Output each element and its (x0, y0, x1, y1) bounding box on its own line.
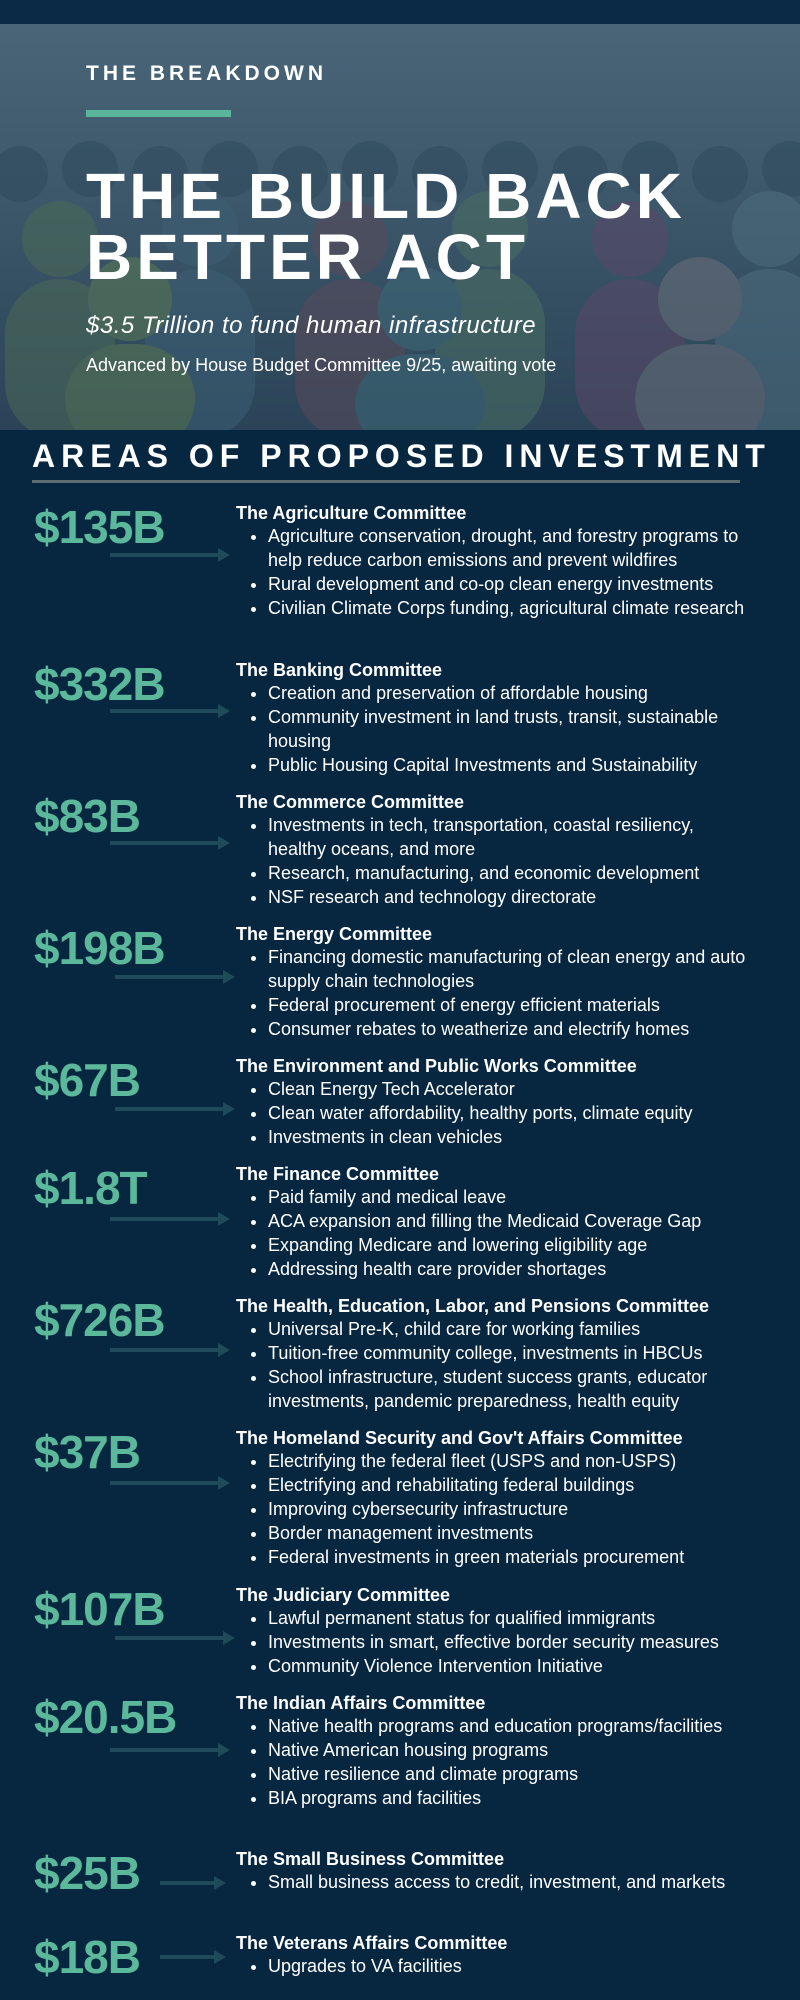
committee-bullets (236, 813, 756, 909)
bullet-item: • Electrifying the federal fleet (USPS and non-USPS) (268, 1449, 756, 1473)
committee-bullets (236, 1317, 756, 1413)
bullet-item: • Research, manufacturing, and economic development (268, 861, 756, 885)
committee-bullets (236, 681, 756, 777)
bullet-item: • Clean water affordability, healthy ports, climate equity (268, 1101, 756, 1125)
investment-amount: $25B (34, 1847, 140, 1899)
bullet-item: • Clean Energy Tech Accelerator (268, 1077, 756, 1101)
investment-amount: $37B (34, 1426, 140, 1478)
section-title: AREAS OF PROPOSED INVESTMENT (32, 438, 771, 474)
bullet-item: • Paid family and medical leave (268, 1185, 756, 1209)
bullet-item: • Creation and preservation of affordable housing (268, 681, 756, 705)
arrow-right-icon (115, 970, 235, 984)
kicker-underline (86, 110, 231, 117)
investment-amount: $83B (34, 790, 140, 842)
bullet-item: • Community investment in land trusts, transit, sustainable housing (268, 705, 756, 753)
bullet-item: • Expanding Medicare and lowering eligibility age (268, 1233, 756, 1257)
investment-amount: $20.5B (34, 1691, 177, 1743)
arrow-right-icon (110, 1343, 230, 1357)
bullet-item: • Small business access to credit, investment, and markets (268, 1870, 756, 1894)
bullet-item: • Civilian Climate Corps funding, agricultural climate research (268, 596, 756, 620)
investment-amount: $67B (34, 1054, 140, 1106)
arrow-right-icon (110, 1476, 230, 1490)
bullet-item: • Native American housing programs (268, 1738, 756, 1762)
investment-amount: $18B (34, 1931, 140, 1983)
arrow-right-icon (115, 1631, 235, 1645)
committee-block (236, 1055, 756, 1149)
bullet-item: • Border management investments (268, 1521, 756, 1545)
arrow-right-icon (110, 548, 230, 562)
bullet-item: • Addressing health care provider shortages (268, 1257, 756, 1281)
bullet-item: • Investments in clean vehicles (268, 1125, 756, 1149)
committee-block (236, 1427, 756, 1569)
top-bar (0, 0, 800, 24)
committee-block (236, 1692, 756, 1810)
committee-bullets (236, 1077, 756, 1149)
investment-amount: $135B (34, 501, 165, 553)
investment-amount: $726B (34, 1294, 165, 1346)
committee-bullets (236, 1606, 756, 1678)
hero-banner (0, 24, 800, 430)
committee-block (236, 1584, 756, 1678)
committee-bullets (236, 945, 756, 1041)
committee-name: The Health, Education, Labor, and Pensions Committee (236, 1296, 710, 1316)
committee-block (236, 659, 756, 777)
committee-name: The Small Business Committee (236, 1849, 505, 1869)
bullet-item: • Rural development and co-op clean energy investments (268, 572, 756, 596)
committee-name: The Veterans Affairs Committee (236, 1933, 508, 1953)
bullet-item: • School infrastructure, student success grants, educator investments, pandemic preparedness, health equity (268, 1365, 756, 1413)
committee-name: The Homeland Security and Gov't Affairs Committee (236, 1428, 683, 1448)
committee-name: The Banking Committee (236, 660, 443, 680)
committee-name: The Judiciary Committee (236, 1585, 451, 1605)
bullet-item: • Consumer rebates to weatherize and electrify homes (268, 1017, 756, 1041)
bullet-item: • Financing domestic manufacturing of clean energy and auto supply chain technologies (268, 945, 756, 993)
arrow-right-icon (160, 1876, 226, 1890)
bullet-item: • Improving cybersecurity infrastructure (268, 1497, 756, 1521)
committee-bullets (236, 1954, 756, 1978)
arrow-right-icon (160, 1950, 226, 1964)
committee-bullets (236, 1714, 756, 1810)
arrow-right-icon (110, 1743, 230, 1757)
committee-name: The Finance Committee (236, 1164, 440, 1184)
committee-bullets (236, 1185, 756, 1281)
bullet-item: • Agriculture conservation, drought, and forestry programs to help reduce carbon emissions and prevent wildfires (268, 524, 756, 572)
committee-block (236, 1295, 756, 1413)
page-subtitle: $3.5 Trillion to fund human infrastructure (86, 312, 537, 339)
section-divider (32, 480, 740, 483)
committee-block (236, 791, 756, 909)
committee-block (236, 502, 756, 620)
bullet-item: • Federal investments in green materials procurement (268, 1545, 756, 1569)
bullet-item: • BIA programs and facilities (268, 1786, 756, 1810)
bullet-item: • Investments in smart, effective border security measures (268, 1630, 756, 1654)
bullet-item: • Tuition-free community college, investments in HBCUs (268, 1341, 756, 1365)
committee-name: The Indian Affairs Committee (236, 1693, 486, 1713)
bullet-item: • Electrifying and rehabilitating federal buildings (268, 1473, 756, 1497)
committee-block (236, 923, 756, 1041)
committee-name: The Commerce Committee (236, 792, 465, 812)
committee-name: The Energy Committee (236, 924, 433, 944)
bullet-item: • NSF research and technology directorate (268, 885, 756, 909)
arrow-right-icon (110, 1212, 230, 1226)
committee-block (236, 1848, 756, 1894)
bullet-item: • ACA expansion and filling the Medicaid Coverage Gap (268, 1209, 756, 1233)
committee-name: The Agriculture Committee (236, 503, 467, 523)
arrow-right-icon (110, 704, 230, 718)
committee-block (236, 1932, 756, 1978)
arrow-right-icon (115, 1102, 235, 1116)
bullet-item: • Universal Pre-K, child care for working families (268, 1317, 756, 1341)
committee-name: The Environment and Public Works Committee (236, 1056, 637, 1076)
investment-amount: $1.8T (34, 1162, 147, 1214)
status-note: Advanced by House Budget Committee 9/25, awaiting vote (86, 355, 557, 375)
committee-bullets (236, 1870, 756, 1894)
kicker-label: THE BREAKDOWN (86, 62, 327, 85)
arrow-right-icon (110, 836, 230, 850)
bullet-item: • Upgrades to VA facilities (268, 1954, 756, 1978)
bullet-item: • Public Housing Capital Investments and Sustainability (268, 753, 756, 777)
bullet-item: • Federal procurement of energy efficient materials (268, 993, 756, 1017)
page-title: THE BUILD BACK BETTER ACT (86, 160, 686, 293)
committee-bullets (236, 524, 756, 620)
bullet-item: • Investments in tech, transportation, coastal resiliency, healthy oceans, and more (268, 813, 756, 861)
committee-bullets (236, 1449, 756, 1569)
bullet-item: • Lawful permanent status for qualified immigrants (268, 1606, 756, 1630)
bullet-item: • Native health programs and education programs/facilities (268, 1714, 756, 1738)
bullet-item: • Community Violence Intervention Initiative (268, 1654, 756, 1678)
investment-amount: $198B (34, 922, 165, 974)
investment-amount: $107B (34, 1583, 165, 1635)
bullet-item: • Native resilience and climate programs (268, 1762, 756, 1786)
investment-amount: $332B (34, 658, 165, 710)
committee-block (236, 1163, 756, 1281)
